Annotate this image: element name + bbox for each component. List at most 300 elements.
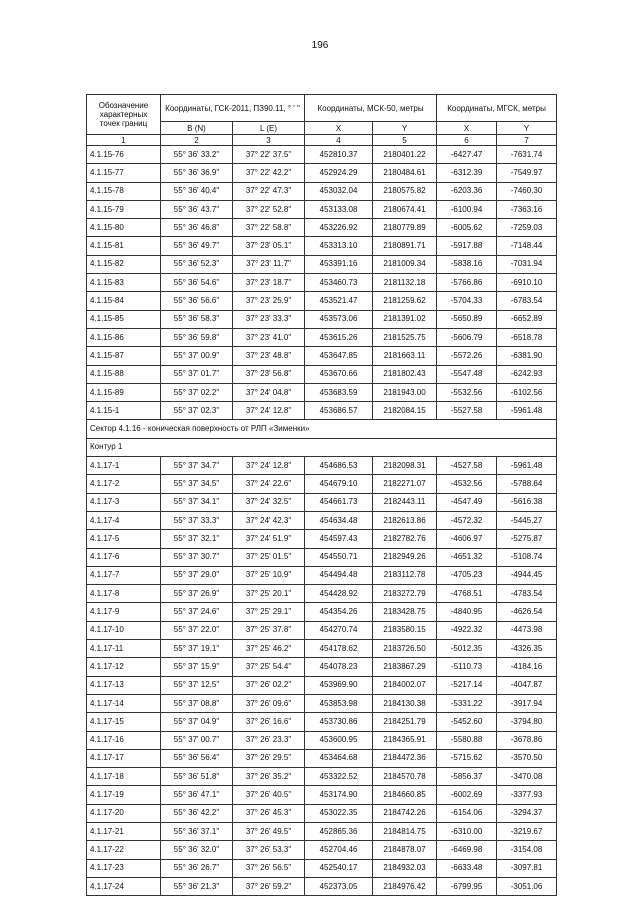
coordinate-cell: 454550.71	[305, 548, 373, 566]
coordinate-cell: 2183272.79	[373, 585, 437, 603]
coordinate-cell: -6518.78	[497, 328, 557, 346]
point-id-cell: 4.1.15-83	[87, 274, 161, 292]
subheader-cell: X	[437, 122, 497, 135]
point-id-cell: 4.1.17-5	[87, 530, 161, 548]
coordinate-cell: -3794.80	[497, 713, 557, 731]
point-id-cell: 4.1.17-6	[87, 548, 161, 566]
coordinate-cell: -6005.62	[437, 219, 497, 237]
coordinate-cell: -3294.37	[497, 804, 557, 822]
point-id-cell: 4.1.15-78	[87, 182, 161, 200]
coordinate-cell: -6910.10	[497, 274, 557, 292]
table-row	[87, 676, 557, 694]
coordinate-cell: -4572.32	[437, 511, 497, 529]
coordinate-cell: 453969.90	[305, 676, 373, 694]
coordinate-cell: -5961.48	[497, 402, 557, 420]
coordinate-cell: 37° 23' 41.0"	[233, 328, 305, 346]
coordinate-cell: 2180401.22	[373, 146, 437, 164]
table-row	[87, 310, 557, 328]
point-id-cell: 4.1.15-79	[87, 200, 161, 218]
coordinate-cell: 55° 37' 12.5"	[161, 676, 233, 694]
coordinate-cell: 2180575.82	[373, 182, 437, 200]
coordinate-cell: 37° 26' 45.3"	[233, 804, 305, 822]
coordinate-cell: -7259.03	[497, 219, 557, 237]
coordinate-cell: 2184878.07	[373, 841, 437, 859]
page-number: 196	[311, 40, 329, 51]
point-id-cell: 4.1.17-2	[87, 475, 161, 493]
coordinate-cell: 55° 37' 01.7"	[161, 365, 233, 383]
coordinate-cell: 37° 23' 33.3"	[233, 310, 305, 328]
coordinate-cell: -3470.08	[497, 768, 557, 786]
coordinate-cell: 2181391.02	[373, 310, 437, 328]
coordinate-cell: -4184.16	[497, 658, 557, 676]
coordinate-cell: 55° 37' 08.8"	[161, 694, 233, 712]
coordinate-cell: 2184976.42	[373, 877, 437, 895]
coordinate-cell: 454686.53	[305, 457, 373, 475]
point-id-cell: 4.1.15-88	[87, 365, 161, 383]
coordinate-cell: 2183428.75	[373, 603, 437, 621]
coordinate-cell: -5572.26	[437, 347, 497, 365]
coordinate-cell: 2183867.29	[373, 658, 437, 676]
subheader-cell: X	[305, 122, 373, 135]
point-id-cell: 4.1.15-81	[87, 237, 161, 255]
coordinate-cell: 37° 26' 49.5"	[233, 822, 305, 840]
point-id-cell: 4.1.17-16	[87, 731, 161, 749]
table-row	[87, 493, 557, 511]
coordinate-cell: -4783.54	[497, 585, 557, 603]
coordinate-cell: -4527.58	[437, 457, 497, 475]
coordinate-cell: -5917.88	[437, 237, 497, 255]
coordinate-cell: 37° 26' 23.3"	[233, 731, 305, 749]
table-row	[87, 841, 557, 859]
coordinate-cell: 454178.62	[305, 640, 373, 658]
coordinate-cell: 453226.92	[305, 219, 373, 237]
coordinate-cell: -3154.08	[497, 841, 557, 859]
coordinate-cell: 454661.73	[305, 493, 373, 511]
table-row	[87, 804, 557, 822]
coordinate-cell: -5616.38	[497, 493, 557, 511]
coordinate-cell: -4922.32	[437, 621, 497, 639]
point-id-cell: 4.1.15-77	[87, 164, 161, 182]
coordinate-cell: 2183112.78	[373, 566, 437, 584]
coordinate-cell: 55° 37' 00.9"	[161, 347, 233, 365]
coordinate-cell: -5580.88	[437, 731, 497, 749]
coordinate-cell: 55° 36' 21.3"	[161, 877, 233, 895]
table-row	[87, 877, 557, 895]
coordinate-cell: 454078.23	[305, 658, 373, 676]
coordinate-cell: 2181132.18	[373, 274, 437, 292]
table-row	[87, 768, 557, 786]
coordinate-cell: 37° 24' 51.9"	[233, 530, 305, 548]
coordinate-cell: -3219.67	[497, 822, 557, 840]
coordinate-cell: -5704.33	[437, 292, 497, 310]
coordinate-cell: 37° 22' 58.8"	[233, 219, 305, 237]
coordinate-cell: 453615.26	[305, 328, 373, 346]
coordinate-cell: -5788.64	[497, 475, 557, 493]
point-id-cell: 4.1.15-82	[87, 255, 161, 273]
coordinate-cell: -5547.48	[437, 365, 497, 383]
coordinate-cell: -5961.48	[497, 457, 557, 475]
coordinate-cell: -5108.74	[497, 548, 557, 566]
coordinate-cell: 454494.48	[305, 566, 373, 584]
coordinate-cell: 55° 36' 26.7"	[161, 859, 233, 877]
header-mgsk-coordinates: Координаты, МГСК, метры	[437, 95, 557, 122]
coordinate-cell: 454354.26	[305, 603, 373, 621]
coordinate-cell: 55° 37' 04.9"	[161, 713, 233, 731]
coordinate-cell: 2181943.00	[373, 383, 437, 401]
coordinate-cell: 453174.90	[305, 786, 373, 804]
coordinate-cell: 2182949.26	[373, 548, 437, 566]
coordinate-cell: -6652.89	[497, 310, 557, 328]
coordinate-cell: 2184002.07	[373, 676, 437, 694]
coordinate-cell: 2184570.78	[373, 768, 437, 786]
coordinate-cell: 2184932.03	[373, 859, 437, 877]
coordinate-cell: -6100.94	[437, 200, 497, 218]
coordinate-cell: -5532.56	[437, 383, 497, 401]
column-number: 5	[373, 135, 437, 146]
coordinate-cell: 454597.43	[305, 530, 373, 548]
coordinate-cell: 37° 25' 01.5"	[233, 548, 305, 566]
column-number: 1	[87, 135, 161, 146]
coordinate-cell: 55° 36' 37.1"	[161, 822, 233, 840]
coordinate-cell: 37° 25' 10.9"	[233, 566, 305, 584]
coordinate-cell: 37° 26' 02.2"	[233, 676, 305, 694]
coordinate-cell: 2182084.15	[373, 402, 437, 420]
coordinate-cell: 37° 24' 32.5"	[233, 493, 305, 511]
coordinate-cell: 37° 26' 59.2"	[233, 877, 305, 895]
coordinate-cell: 37° 22' 47.3"	[233, 182, 305, 200]
coordinate-cell: 37° 25' 20.1"	[233, 585, 305, 603]
coordinate-cell: 2184742.26	[373, 804, 437, 822]
coordinate-cell: -6203.36	[437, 182, 497, 200]
coordinate-cell: 55° 37' 00.7"	[161, 731, 233, 749]
coordinate-cell: -3917.94	[497, 694, 557, 712]
column-number: 3	[233, 135, 305, 146]
point-id-cell: 4.1.17-22	[87, 841, 161, 859]
coordinate-cell: 37° 25' 54.4"	[233, 658, 305, 676]
header-gsk-coordinates: Координаты, ГСК-2011, ПЗ90.11, ° ' "	[161, 95, 305, 122]
coordinate-cell: 37° 22' 37.5"	[233, 146, 305, 164]
sector-label-row	[87, 420, 557, 438]
coordinate-cell: -4532.56	[437, 475, 497, 493]
coordinate-cell: -5527.58	[437, 402, 497, 420]
coordinates-table	[86, 94, 557, 896]
coordinate-cell: 37° 23' 48.8"	[233, 347, 305, 365]
point-id-cell: 4.1.17-14	[87, 694, 161, 712]
coordinate-cell: -5766.86	[437, 274, 497, 292]
coordinate-cell: 453313.10	[305, 237, 373, 255]
coordinate-cell: 453032.04	[305, 182, 373, 200]
coordinate-cell: -7031.94	[497, 255, 557, 273]
coordinate-cell: 37° 26' 56.5"	[233, 859, 305, 877]
table-row	[87, 182, 557, 200]
table-row	[87, 859, 557, 877]
table-row	[87, 822, 557, 840]
coordinate-cell: -6799.95	[437, 877, 497, 895]
coordinate-cell: 2184130.38	[373, 694, 437, 712]
coordinate-cell: -5110.73	[437, 658, 497, 676]
coordinate-cell: 452704.46	[305, 841, 373, 859]
coordinate-cell: 453022.35	[305, 804, 373, 822]
coordinate-cell: -5838.16	[437, 255, 497, 273]
coordinate-cell: 452924.29	[305, 164, 373, 182]
coordinate-cell: 454679.10	[305, 475, 373, 493]
table-row	[87, 146, 557, 164]
coordinate-cell: -4626.54	[497, 603, 557, 621]
coordinate-cell: 453573.06	[305, 310, 373, 328]
coordinate-cell: 453600.95	[305, 731, 373, 749]
coordinate-cell: 55° 36' 36.9"	[161, 164, 233, 182]
coordinate-cell: 453670.66	[305, 365, 373, 383]
coordinate-cell: 2184814.75	[373, 822, 437, 840]
coordinate-cell: 454428.92	[305, 585, 373, 603]
point-id-cell: 4.1.15-84	[87, 292, 161, 310]
coordinate-cell: -7549.97	[497, 164, 557, 182]
point-id-cell: 4.1.17-13	[87, 676, 161, 694]
coordinate-cell: 55° 36' 49.7"	[161, 237, 233, 255]
subheader-cell: Y	[373, 122, 437, 135]
header-msk-coordinates: Координаты, МСК-50, метры	[305, 95, 437, 122]
coordinate-cell: 453460.73	[305, 274, 373, 292]
header-point-designation: Обозначение характерных точек границ	[87, 95, 161, 135]
coordinate-cell: 37° 22' 42.2"	[233, 164, 305, 182]
point-id-cell: 4.1.17-9	[87, 603, 161, 621]
coordinate-cell: 2184365.91	[373, 731, 437, 749]
contour-label: Контур 1	[87, 438, 557, 456]
table-row	[87, 621, 557, 639]
coordinate-cell: 37° 26' 09.6"	[233, 694, 305, 712]
coordinate-cell: -5331.22	[437, 694, 497, 712]
coordinate-cell: -7363.16	[497, 200, 557, 218]
table-row	[87, 383, 557, 401]
column-number: 4	[305, 135, 373, 146]
coordinate-cell: 37° 25' 46.2"	[233, 640, 305, 658]
coordinate-cell: 453686.57	[305, 402, 373, 420]
point-id-cell: 4.1.17-1	[87, 457, 161, 475]
header-row	[87, 95, 557, 122]
coordinate-cell: 55° 37' 02.2"	[161, 383, 233, 401]
table-row	[87, 548, 557, 566]
coordinate-cell: 37° 24' 12.8"	[233, 402, 305, 420]
coordinate-cell: -4326.35	[497, 640, 557, 658]
column-number: 7	[497, 135, 557, 146]
point-id-cell: 4.1.15-80	[87, 219, 161, 237]
table-row	[87, 255, 557, 273]
coordinate-cell: 37° 24' 42.3"	[233, 511, 305, 529]
table-row	[87, 457, 557, 475]
coordinate-cell: 452810.37	[305, 146, 373, 164]
coordinate-cell: 55° 37' 22.0"	[161, 621, 233, 639]
coordinate-cell: -4840.95	[437, 603, 497, 621]
coordinate-cell: -4473.98	[497, 621, 557, 639]
table-row	[87, 731, 557, 749]
table-row	[87, 164, 557, 182]
table-row	[87, 200, 557, 218]
table-row	[87, 475, 557, 493]
coordinate-cell: 55° 37' 33.3"	[161, 511, 233, 529]
coordinate-cell: 55° 37' 24.6"	[161, 603, 233, 621]
table-row	[87, 347, 557, 365]
coordinate-cell: 55° 36' 52.3"	[161, 255, 233, 273]
coordinate-cell: 37° 23' 56.8"	[233, 365, 305, 383]
coordinate-cell: 2183726.50	[373, 640, 437, 658]
coordinate-cell: -6633.48	[437, 859, 497, 877]
coordinate-cell: 55° 37' 29.0"	[161, 566, 233, 584]
point-id-cell: 4.1.15-76	[87, 146, 161, 164]
coordinate-cell: -4547.49	[437, 493, 497, 511]
table-row	[87, 328, 557, 346]
coordinate-cell: 55° 37' 34.5"	[161, 475, 233, 493]
coordinate-cell: -6427.47	[437, 146, 497, 164]
coordinate-cell: 37° 25' 37.8"	[233, 621, 305, 639]
coordinate-cell: -3377.93	[497, 786, 557, 804]
coordinate-cell: -3051.06	[497, 877, 557, 895]
coordinate-cell: 55° 36' 51.8"	[161, 768, 233, 786]
table-row	[87, 603, 557, 621]
coordinate-cell: 55° 37' 32.1"	[161, 530, 233, 548]
table-row	[87, 658, 557, 676]
coordinate-cell: 2184472.36	[373, 749, 437, 767]
coordinate-cell: 2181009.34	[373, 255, 437, 273]
coordinate-cell: 55° 37' 19.1"	[161, 640, 233, 658]
coordinate-cell: 453464.68	[305, 749, 373, 767]
coordinate-cell: -4606.97	[437, 530, 497, 548]
table-row	[87, 511, 557, 529]
coordinate-cell: 37° 23' 25.9"	[233, 292, 305, 310]
table-row	[87, 219, 557, 237]
coordinate-cell: 55° 36' 54.6"	[161, 274, 233, 292]
coordinate-cell: -5715.62	[437, 749, 497, 767]
coordinate-cell: 2184251.79	[373, 713, 437, 731]
table-row	[87, 365, 557, 383]
coordinate-cell: -5275.87	[497, 530, 557, 548]
table-row	[87, 566, 557, 584]
coordinate-cell: -7460.30	[497, 182, 557, 200]
table-row	[87, 713, 557, 731]
coordinate-cell: 37° 26' 40.5"	[233, 786, 305, 804]
coordinate-cell: 37° 24' 04.8"	[233, 383, 305, 401]
coordinate-cell: 2181802.43	[373, 365, 437, 383]
coordinate-cell: 37° 26' 16.6"	[233, 713, 305, 731]
point-id-cell: 4.1.17-3	[87, 493, 161, 511]
coordinate-cell: 453391.16	[305, 255, 373, 273]
coordinate-cell: 2180779.89	[373, 219, 437, 237]
table-row	[87, 274, 557, 292]
coordinate-cell: 37° 26' 53.3"	[233, 841, 305, 859]
coordinate-cell: 37° 26' 29.5"	[233, 749, 305, 767]
coordinate-cell: 37° 26' 35.2"	[233, 768, 305, 786]
point-id-cell: 4.1.15-1	[87, 402, 161, 420]
coordinate-cell: 2181663.11	[373, 347, 437, 365]
coordinate-cell: 37° 24' 22.6"	[233, 475, 305, 493]
table-row	[87, 237, 557, 255]
coordinate-cell: 453853.98	[305, 694, 373, 712]
coordinate-cell: 37° 24' 12.8"	[233, 457, 305, 475]
table-row	[87, 402, 557, 420]
point-id-cell: 4.1.17-21	[87, 822, 161, 840]
table-row	[87, 640, 557, 658]
coordinate-cell: 452865.36	[305, 822, 373, 840]
table-row	[87, 292, 557, 310]
coordinate-cell: 2180674.41	[373, 200, 437, 218]
coordinate-cell: 2181259.62	[373, 292, 437, 310]
coordinate-cell: -6242.93	[497, 365, 557, 383]
point-id-cell: 4.1.17-19	[87, 786, 161, 804]
coordinate-cell: 2182271.07	[373, 475, 437, 493]
coordinate-cell: -5650.89	[437, 310, 497, 328]
point-id-cell: 4.1.17-4	[87, 511, 161, 529]
point-id-cell: 4.1.17-15	[87, 713, 161, 731]
point-id-cell: 4.1.17-12	[87, 658, 161, 676]
coordinate-cell: 453683.59	[305, 383, 373, 401]
coordinate-cell: -6154.06	[437, 804, 497, 822]
table-row	[87, 694, 557, 712]
coordinate-cell: -5445.27	[497, 511, 557, 529]
table-row	[87, 749, 557, 767]
coordinate-cell: 2182443.11	[373, 493, 437, 511]
coordinate-cell: 55° 36' 32.0"	[161, 841, 233, 859]
coordinate-cell: 55° 36' 46.8"	[161, 219, 233, 237]
coordinate-cell: 55° 37' 02.3"	[161, 402, 233, 420]
subheader-cell: B (N)	[161, 122, 233, 135]
table-row	[87, 786, 557, 804]
point-id-cell: 4.1.17-7	[87, 566, 161, 584]
coordinate-cell: -6381.90	[497, 347, 557, 365]
coordinate-cell: 37° 23' 18.7"	[233, 274, 305, 292]
coordinate-cell: 37° 23' 05.1"	[233, 237, 305, 255]
coordinate-cell: -4651.32	[437, 548, 497, 566]
coordinate-cell: 452373.05	[305, 877, 373, 895]
coordinate-cell: -6783.54	[497, 292, 557, 310]
coordinate-cell: -5012.35	[437, 640, 497, 658]
coordinate-cell: -5856.37	[437, 768, 497, 786]
coordinate-cell: 55° 37' 26.9"	[161, 585, 233, 603]
subheader-cell: Y	[497, 122, 557, 135]
coordinate-cell: 55° 36' 56.4"	[161, 749, 233, 767]
coordinate-cell: 55° 37' 15.9"	[161, 658, 233, 676]
coordinate-cell: -4768.51	[437, 585, 497, 603]
point-id-cell: 4.1.17-11	[87, 640, 161, 658]
coordinate-cell: 2182782.76	[373, 530, 437, 548]
point-id-cell: 4.1.17-17	[87, 749, 161, 767]
coordinate-cell: -6002.69	[437, 786, 497, 804]
coordinate-cell: 55° 37' 34.7"	[161, 457, 233, 475]
coordinate-cell: 2184660.85	[373, 786, 437, 804]
coordinate-cell: -5217.14	[437, 676, 497, 694]
point-id-cell: 4.1.17-20	[87, 804, 161, 822]
coordinate-cell: 55° 36' 43.7"	[161, 200, 233, 218]
coordinate-cell: 2182613.86	[373, 511, 437, 529]
coordinate-cell: -6469.98	[437, 841, 497, 859]
point-id-cell: 4.1.17-18	[87, 768, 161, 786]
coordinate-cell: 453730.86	[305, 713, 373, 731]
point-id-cell: 4.1.17-23	[87, 859, 161, 877]
coordinate-cell: 454634.48	[305, 511, 373, 529]
sector-label: Сектор 4.1.16 - коническая поверхность от РЛП «Зименки»	[87, 420, 557, 438]
point-id-cell: 4.1.15-89	[87, 383, 161, 401]
coordinate-cell: 55° 36' 40.4"	[161, 182, 233, 200]
coordinate-cell: 55° 36' 59.8"	[161, 328, 233, 346]
coordinate-cell: 454270.74	[305, 621, 373, 639]
point-id-cell: 4.1.17-8	[87, 585, 161, 603]
coordinate-cell: 2181525.75	[373, 328, 437, 346]
coordinate-cell: -6310.00	[437, 822, 497, 840]
coordinate-cell: -7148.44	[497, 237, 557, 255]
coordinate-cell: 453521.47	[305, 292, 373, 310]
table-row	[87, 585, 557, 603]
coordinate-cell: -3570.50	[497, 749, 557, 767]
contour-label-row	[87, 438, 557, 456]
coordinate-cell: -7631.74	[497, 146, 557, 164]
